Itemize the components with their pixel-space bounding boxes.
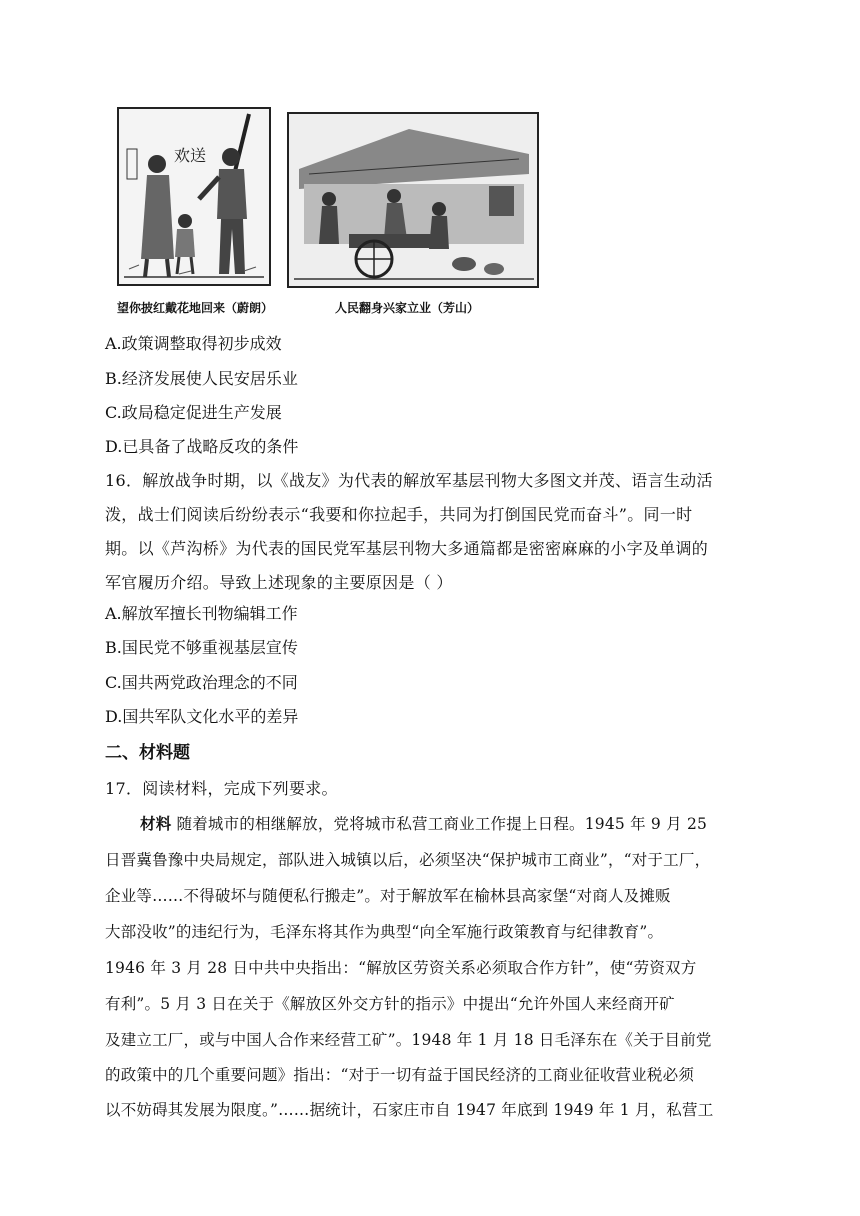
q16-option-d[interactable]: D.国共军队文化水平的差异	[105, 707, 299, 726]
q15-option-b[interactable]: B.经济发展使人民安居乐业	[105, 369, 298, 388]
woodcut-family-business-image	[287, 112, 539, 288]
q16-stem-line-1: 16．解放战争时期，以《战友》为代表的解放军基层刊物大多图文并茂、语言生动活	[105, 471, 713, 490]
q16-option-b[interactable]: B.国民党不够重视基层宣传	[105, 638, 298, 657]
q15-option-a[interactable]: A.政策调整取得初步成效	[105, 334, 282, 353]
q17-material-line-3: 企业等……不得破坏与随便私行搬走”。对于解放军在榆林县高家堡“对商人及摊贩	[105, 887, 671, 905]
q17-material-line-1	[140, 812, 707, 834]
q17-material-line-4: 大部没收”的违纪行为，毛泽东将其作为典型“向全军施行政策教育与纪律教育”。	[105, 923, 664, 941]
q16-option-a[interactable]: A.解放军擅长刊物编辑工作	[105, 604, 298, 623]
woodcut-send-off-image	[117, 107, 271, 286]
q17-material-line-6: 有利”。5 月 3 日在关于《解放区外交方针的指示》中提出“允许外国人来经商开矿	[105, 995, 675, 1013]
figure2-caption: 人民翻身兴家立业（芳山）	[335, 301, 480, 315]
q15-option-c[interactable]: C.政局稳定促进生产发展	[105, 403, 282, 422]
family-business-illustration	[289, 114, 537, 286]
q17-material-line-7: 及建立工厂，或与中国人合作来经营工矿”。1948 年 1 月 18 日毛泽东在《关于目前党	[105, 1031, 712, 1049]
q15-option-d[interactable]: D.已具备了战略反攻的条件	[105, 437, 299, 456]
figure1-caption: 望你披红戴花地回来（蔚朗）	[117, 301, 274, 315]
q17-material-line-9: 以不妨碍其发展为限度。”……据统计，石家庄市自 1947 年底到 1949 年 1 月，私营工	[105, 1101, 714, 1119]
q16-stem-line-2: 泼，战士们阅读后纷纷表示“我要和你拉起手，共同为打倒国民党而奋斗”。同一时	[105, 505, 693, 524]
section-heading: 二、材料题	[105, 743, 190, 763]
figure1-inscription: 欢送	[174, 146, 207, 165]
q17-material-line-2: 日晋冀鲁豫中央局规定，部队进入城镇以后，必须坚决“保护城市工商业”，“对于工厂，	[105, 851, 711, 869]
q16-stem-line-4: 军官履历介绍。导致上述现象的主要原因是（ ）	[105, 573, 453, 592]
q17-material-line-8: 的政策中的几个重要问题》指出：“对于一切有益于国民经济的工商业征收营业税必须	[105, 1066, 695, 1084]
send-off-illustration	[119, 109, 269, 284]
q17-material-line-5: 1946 年 3 月 28 日中共中央指出：“解放区劳资关系必须取合作方针”，使“劳资双方	[105, 959, 697, 977]
material-label: 材料	[140, 814, 172, 833]
q17-prompt: 17．阅读材料，完成下列要求。	[105, 779, 338, 798]
material-text: 随着城市的相继解放，党将城市私营工商业工作提上日程。1945 年 9 月 25	[171, 815, 708, 833]
q16-option-c[interactable]: C.国共两党政治理念的不同	[105, 673, 298, 692]
q16-stem-line-3: 期。以《芦沟桥》为代表的国民党军基层刊物大多通篇都是密密麻麻的小字及单调的	[105, 539, 709, 558]
